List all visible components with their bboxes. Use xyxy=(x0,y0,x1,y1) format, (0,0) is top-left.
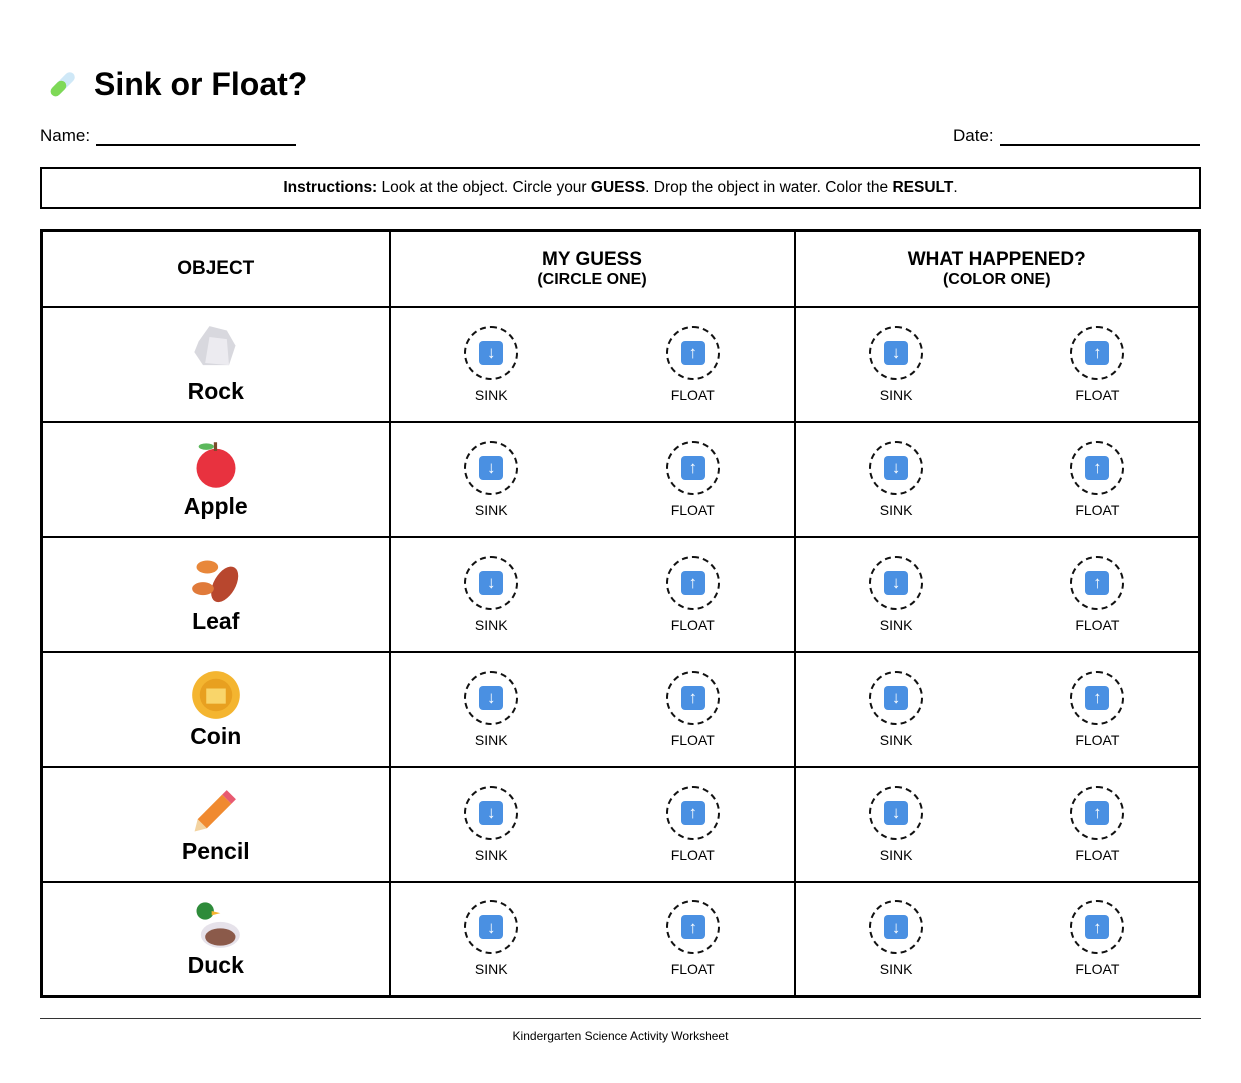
result-float-option[interactable]: ↑ FLOAT xyxy=(1037,900,1157,977)
header-guess: MY GUESS (CIRCLE ONE) xyxy=(390,231,795,307)
answer-circle[interactable] xyxy=(464,671,518,725)
duck-icon xyxy=(190,898,242,950)
guess-cell xyxy=(390,537,795,652)
arrow-down-icon: ↓ xyxy=(884,915,908,939)
page-title: Sink or Float? xyxy=(44,66,307,103)
result-sink-option[interactable]: ↓ SINK xyxy=(836,556,956,633)
result-cell xyxy=(795,422,1200,537)
arrow-up-icon: ↑ xyxy=(1085,801,1109,825)
arrow-down-icon: ↓ xyxy=(479,571,503,595)
arrow-up-icon: ↑ xyxy=(1085,915,1109,939)
name-field[interactable]: Name: xyxy=(40,126,296,146)
header-object: OBJECT xyxy=(42,231,390,307)
answer-circle[interactable] xyxy=(1070,900,1124,954)
guess-sink-option[interactable]: ↓ SINK xyxy=(431,786,551,863)
answer-circle[interactable] xyxy=(464,786,518,840)
guess-float-option[interactable]: ↑ FLOAT xyxy=(633,441,753,518)
guess-float-option[interactable]: ↑ FLOAT xyxy=(633,786,753,863)
object-cell: Apple xyxy=(42,422,390,537)
object-cell: Duck xyxy=(42,882,390,997)
result-sink-option[interactable]: ↓ SINK xyxy=(836,786,956,863)
answer-circle[interactable] xyxy=(869,441,923,495)
guess-cell xyxy=(390,652,795,767)
leaf-icon xyxy=(190,554,242,606)
rock-icon xyxy=(190,324,242,376)
answer-circle[interactable] xyxy=(464,441,518,495)
guess-cell xyxy=(390,882,795,997)
guess-sink-option[interactable]: ↓ SINK xyxy=(431,556,551,633)
table-row xyxy=(42,767,1200,882)
answer-circle[interactable] xyxy=(869,671,923,725)
answer-circle[interactable] xyxy=(869,326,923,380)
arrow-up-icon: ↑ xyxy=(681,686,705,710)
arrow-down-icon: ↓ xyxy=(884,456,908,480)
answer-circle[interactable] xyxy=(1070,326,1124,380)
header-result: WHAT HAPPENED? (COLOR ONE) xyxy=(795,231,1200,307)
result-sink-option[interactable]: ↓ SINK xyxy=(836,900,956,977)
arrow-up-icon: ↑ xyxy=(681,341,705,365)
answer-circle[interactable] xyxy=(464,326,518,380)
apple-icon xyxy=(190,439,242,491)
arrow-down-icon: ↓ xyxy=(884,801,908,825)
activity-table xyxy=(40,229,1201,998)
test-tube-icon xyxy=(44,67,80,103)
answer-circle[interactable] xyxy=(666,900,720,954)
result-float-option[interactable]: ↑ FLOAT xyxy=(1037,556,1157,633)
table-row xyxy=(42,652,1200,767)
guess-float-option[interactable]: ↑ FLOAT xyxy=(633,326,753,403)
result-cell xyxy=(795,307,1200,422)
guess-sink-option[interactable]: ↓ SINK xyxy=(431,900,551,977)
result-cell xyxy=(795,882,1200,997)
answer-circle[interactable] xyxy=(1070,556,1124,610)
result-float-option[interactable]: ↑ FLOAT xyxy=(1037,671,1157,748)
table-row xyxy=(42,882,1200,997)
date-field[interactable]: Date: xyxy=(953,126,1200,146)
table-row xyxy=(42,537,1200,652)
guess-float-option[interactable]: ↑ FLOAT xyxy=(633,556,753,633)
answer-circle[interactable] xyxy=(869,556,923,610)
arrow-up-icon: ↑ xyxy=(1085,686,1109,710)
arrow-up-icon: ↑ xyxy=(1085,571,1109,595)
guess-float-option[interactable]: ↑ FLOAT xyxy=(633,671,753,748)
guess-float-option[interactable]: ↑ FLOAT xyxy=(633,900,753,977)
answer-circle[interactable] xyxy=(464,900,518,954)
arrow-up-icon: ↑ xyxy=(1085,341,1109,365)
result-float-option[interactable]: ↑ FLOAT xyxy=(1037,326,1157,403)
footer: Kindergarten Science Activity Worksheet xyxy=(40,1018,1201,1043)
guess-sink-option[interactable]: ↓ SINK xyxy=(431,671,551,748)
result-cell xyxy=(795,652,1200,767)
guess-cell xyxy=(390,307,795,422)
arrow-down-icon: ↓ xyxy=(479,801,503,825)
guess-sink-option[interactable]: ↓ SINK xyxy=(431,441,551,518)
answer-circle[interactable] xyxy=(666,441,720,495)
arrow-down-icon: ↓ xyxy=(479,686,503,710)
answer-circle[interactable] xyxy=(1070,786,1124,840)
result-cell xyxy=(795,537,1200,652)
answer-circle[interactable] xyxy=(869,900,923,954)
object-cell: Pencil xyxy=(42,767,390,882)
arrow-down-icon: ↓ xyxy=(884,341,908,365)
arrow-up-icon: ↑ xyxy=(681,456,705,480)
arrow-up-icon: ↑ xyxy=(1085,456,1109,480)
result-sink-option[interactable]: ↓ SINK xyxy=(836,326,956,403)
answer-circle[interactable] xyxy=(666,556,720,610)
answer-circle[interactable] xyxy=(1070,441,1124,495)
table-row xyxy=(42,422,1200,537)
answer-circle[interactable] xyxy=(464,556,518,610)
arrow-down-icon: ↓ xyxy=(884,686,908,710)
answer-circle[interactable] xyxy=(869,786,923,840)
answer-circle[interactable] xyxy=(1070,671,1124,725)
guess-cell xyxy=(390,422,795,537)
arrow-up-icon: ↑ xyxy=(681,801,705,825)
arrow-down-icon: ↓ xyxy=(479,341,503,365)
coin-icon xyxy=(190,669,242,721)
result-float-option[interactable]: ↑ FLOAT xyxy=(1037,441,1157,518)
result-cell xyxy=(795,767,1200,882)
object-cell: Rock xyxy=(42,307,390,422)
arrow-down-icon: ↓ xyxy=(884,571,908,595)
result-float-option[interactable]: ↑ FLOAT xyxy=(1037,786,1157,863)
arrow-up-icon: ↑ xyxy=(681,571,705,595)
pencil-icon xyxy=(190,784,242,836)
guess-cell xyxy=(390,767,795,882)
guess-sink-option[interactable]: ↓ SINK xyxy=(431,326,551,403)
arrow-down-icon: ↓ xyxy=(479,456,503,480)
instructions-box: Instructions: Look at the object. Circle your GUESS. Drop the object in water. Color the RESULT. xyxy=(40,167,1201,209)
answer-circle[interactable] xyxy=(666,671,720,725)
object-cell: Leaf xyxy=(42,537,390,652)
object-cell: Coin xyxy=(42,652,390,767)
result-sink-option[interactable]: ↓ SINK xyxy=(836,441,956,518)
table-row xyxy=(42,307,1200,422)
arrow-down-icon: ↓ xyxy=(479,915,503,939)
result-sink-option[interactable]: ↓ SINK xyxy=(836,671,956,748)
arrow-up-icon: ↑ xyxy=(681,915,705,939)
answer-circle[interactable] xyxy=(666,786,720,840)
answer-circle[interactable] xyxy=(666,326,720,380)
